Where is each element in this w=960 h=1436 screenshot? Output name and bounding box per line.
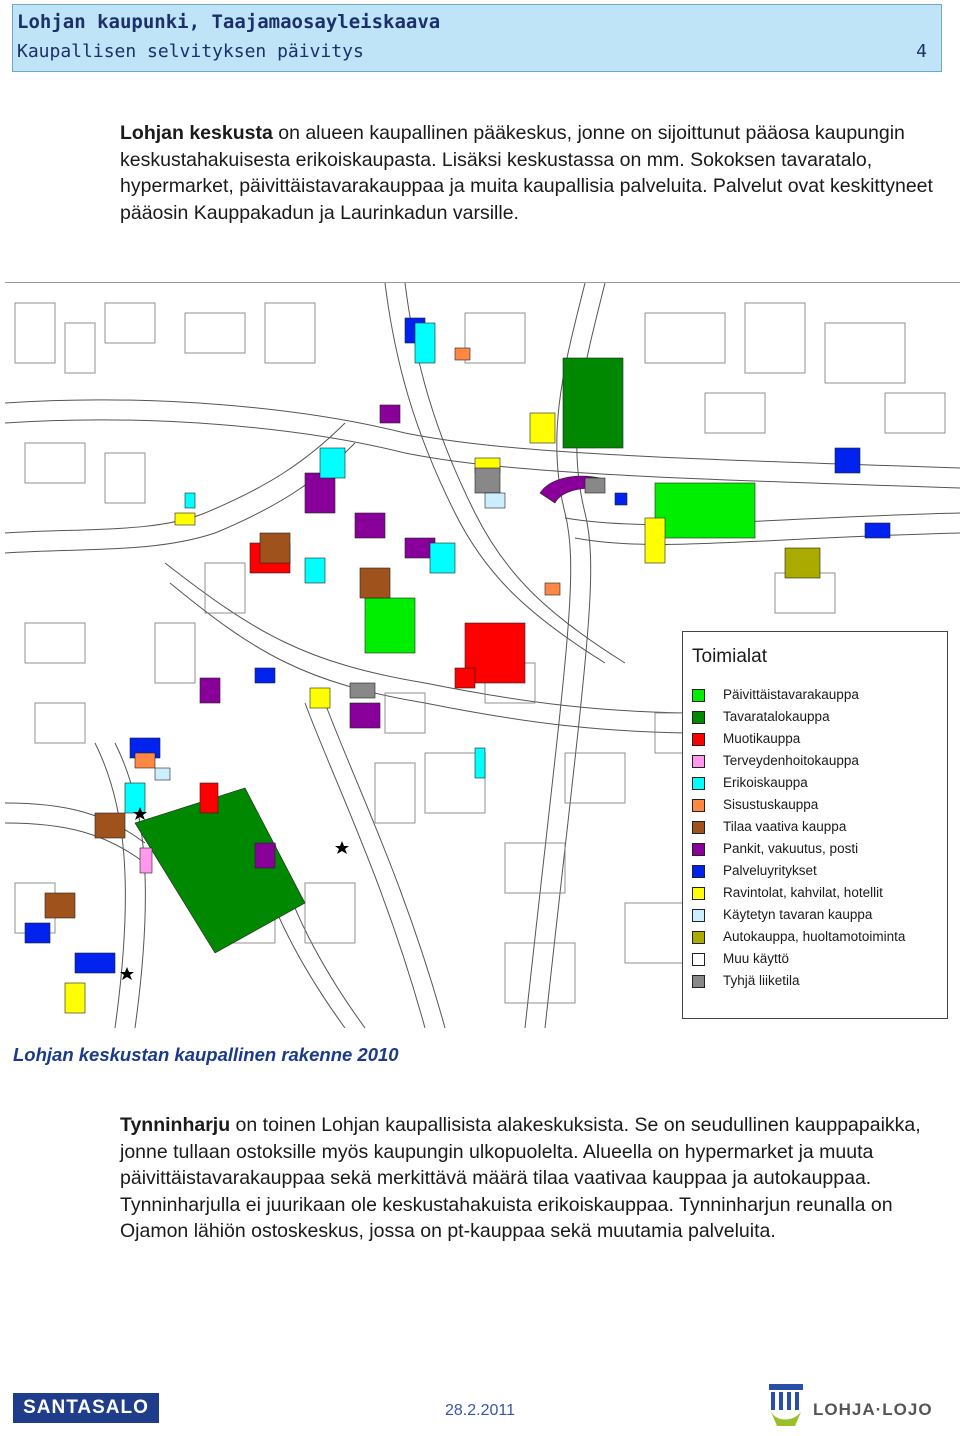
- lohja-crest-icon: [765, 1382, 807, 1428]
- legend-label: Erikoiskauppa: [723, 775, 808, 790]
- page-header: [12, 4, 942, 72]
- legend-label: Palveluyritykset: [723, 863, 817, 878]
- intro-bold: Lohjan keskusta: [120, 122, 273, 144]
- legend-label: Tilaa vaativa kauppa: [723, 819, 847, 834]
- legend-label: Pankit, vakuutus, posti: [723, 841, 859, 856]
- map-legend: [682, 631, 948, 1019]
- legend-item: [692, 752, 942, 774]
- legend-item: [692, 928, 942, 950]
- legend-swatch: [692, 975, 705, 988]
- legend-item: [692, 818, 942, 840]
- legend-item: [692, 906, 942, 928]
- second-text: on toinen Lohjan kaupallisista alakeskuksista. Se on seudullinen kauppapaikka, jonne tullaan ostoksille myös kaupungin ulkopuolelta. Alueella on hypermarket ja muuta päivittäistavarakauppaa sekä merkittävä määrä tilaa vaativaa kauppaa ja autokauppaa. Tynninharjulla ei juurikaan ole keskustahakuista erikoiskauppaa. Tynninharjun reunalla on Ojamon lähiön ostoskeskus, jossa on pt-kauppaa sekä muutamia palveluita.: [120, 1114, 921, 1242]
- legend-swatch: [692, 931, 705, 944]
- legend-title: Toimialat: [692, 646, 767, 667]
- legend-item: [692, 796, 942, 818]
- legend-label: Muotikauppa: [723, 731, 801, 746]
- legend-swatch: [692, 777, 705, 790]
- legend-label: Autokauppa, huoltamotoiminta: [723, 929, 906, 944]
- land-use-map: [5, 282, 960, 1028]
- legend-item: [692, 840, 942, 862]
- legend-item: [692, 862, 942, 884]
- santasalo-logo-text: SANTASALO: [23, 1397, 149, 1418]
- legend-label: Käytetyn tavaran kauppa: [723, 907, 873, 922]
- legend-item: [692, 686, 942, 708]
- legend-swatch: [692, 865, 705, 878]
- second-paragraph: [120, 1112, 946, 1245]
- legend-label: Terveydenhoitokauppa: [723, 753, 859, 768]
- document-subtitle: Kaupallisen selvityksen päivitys: [17, 41, 364, 62]
- legend-swatch: [692, 755, 705, 768]
- legend-label: Tavaratalokauppa: [723, 709, 830, 724]
- legend-swatch: [692, 689, 705, 702]
- legend-swatch: [692, 909, 705, 922]
- lohja-logo-text: LOHJA·LOJO: [813, 1400, 933, 1419]
- legend-label: Tyhjä liiketila: [723, 973, 800, 988]
- legend-item: [692, 950, 942, 972]
- legend-swatch: [692, 953, 705, 966]
- intro-text: on alueen kaupallinen pääkeskus, jonne on sijoittunut pääosa kaupungin keskustahakuisesta erikoiskaupasta. Lisäksi keskustassa on mm. Sokoksen tavaratalo, hypermarket, päivittäistavarakauppaa ja muita kaupallisia palveluita. Palvelut ovat keskittyneet pääosin Kauppakadun ja Laurinkadun varsille.: [120, 122, 933, 224]
- legend-swatch: [692, 799, 705, 812]
- legend-item: [692, 730, 942, 752]
- map-caption: Lohjan keskustan kaupallinen rakenne 2010: [13, 1044, 399, 1065]
- legend-swatch: [692, 887, 705, 900]
- footer-date: 28.2.2011: [445, 1402, 515, 1419]
- legend-item: [692, 708, 942, 730]
- intro-paragraph: [120, 120, 946, 226]
- legend-label: Ravintolat, kahvilat, hotellit: [723, 885, 883, 900]
- legend-swatch: [692, 733, 705, 746]
- legend-swatch: [692, 711, 705, 724]
- page-number: 4: [916, 41, 927, 62]
- legend-swatch: [692, 821, 705, 834]
- legend-swatch: [692, 843, 705, 856]
- document-title: Lohjan kaupunki, Taajamaosayleiskaava: [17, 11, 441, 33]
- legend-label: Muu käyttö: [723, 951, 790, 966]
- legend-item: [692, 774, 942, 796]
- legend-item: [692, 972, 942, 994]
- legend-label: Päivittäistavarakauppa: [723, 687, 859, 702]
- lohja-logo: [765, 1382, 945, 1430]
- legend-label: Sisustuskauppa: [723, 797, 819, 812]
- second-bold: Tynninharju: [120, 1114, 231, 1136]
- legend-item: [692, 884, 942, 906]
